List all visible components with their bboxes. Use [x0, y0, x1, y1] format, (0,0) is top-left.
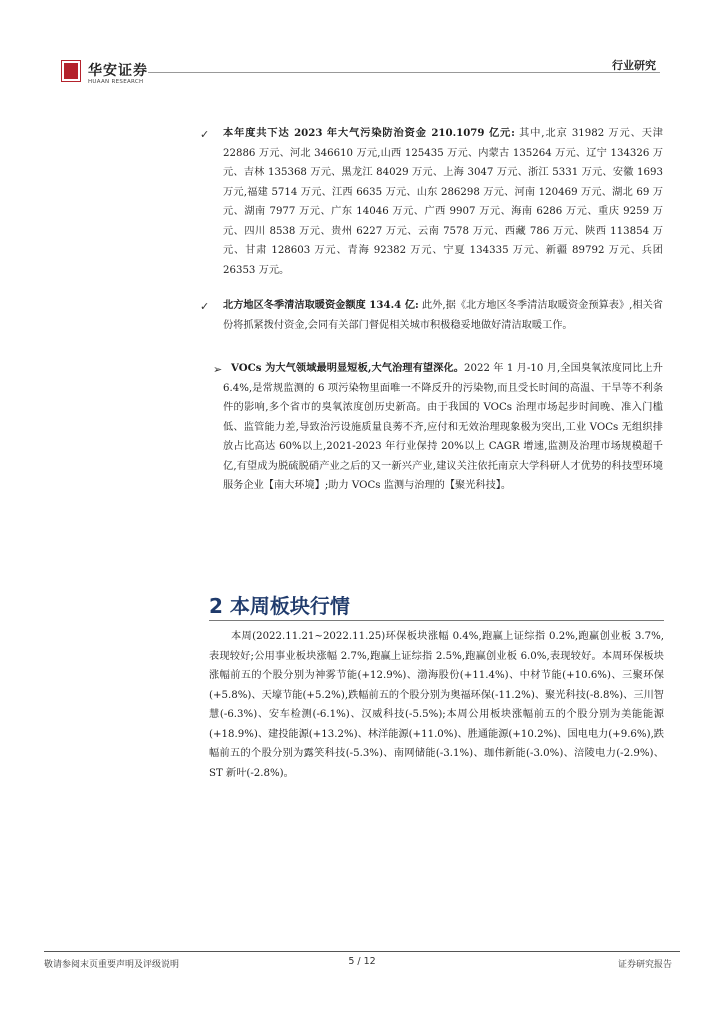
footer-report-type: 证券研究报告: [618, 960, 673, 970]
logo-subtext: HUAAN RESEARCH: [88, 79, 144, 85]
bullet-paragraph-funds: [223, 124, 663, 280]
vocs-paragraph: [223, 359, 663, 496]
checkmark-icon: ✓: [200, 128, 210, 141]
sector-performance-paragraph: 本周(2022.11.21~2022.11.25)环保板块涨幅 0.4%,跑赢上证综指 0.2%,跑赢创业板 3.7%,表现较好;公用事业板块涨幅 2.7%,跑赢上证综指 2.5%,跑赢创业板 6.0%,表现较好。本周环保板块涨幅前五的个股分别为神雾节能(+12.9%)、渤海股份(+11.4%)、中材节能(+10.6%)、三聚环保(+5.8%)、天壕节能(+5.2%),跌幅前五的个股分别为奥福环保(-11.2%)、聚光科技(-8.8%)、三川智慧(-6.3%)、安车检测(-6.1%)、汉威科技(-5.5%);本周公用板块涨幅前五的个股分别为美能能源(+18.9%)、建投能源(+13.2%)、林洋能源(+11.0%)、胜通能源(+10.2%)、国电电力(+9.6%),跌幅前五的个股分别为露笑科技(-5.3%)、南网储能(-3.1%)、珈伟新能(-3.0%)、涪陵电力(-2.9%)、ST 新叶(-2.8%)。: [209, 631, 664, 779]
bullet-text: 其中,北京 31982 万元、天津 22886 万元、河北 346610 万元,山西 125435 万元、内蒙古 135264 万元、辽宁 134326 万元、吉林 135368 万元、黑龙江 84029 万元、上海 3047 万元、浙江 5331 万元、安徽 1693 万元,福建 5714 万元、江西 6635 万元、山东 286298 万元、河南 120469 万元、湖北 69 万元、湖南 7977 万元、广东 14046 万元、广西 9907 万元、海南 6286 万元、重庆 9259 万元、四川 8538 万元、贵州 6227 万元、云南 7578 万元、西藏 786 万元、陕西 113854 万元、甘肃 128603 万元、青海 92382 万元、宁夏 134335 万元、新疆 89792 万元、兵团 26353 万元。: [223, 128, 663, 276]
arrow-icon: ➢: [213, 363, 223, 376]
section-label: 行业研究: [612, 59, 656, 72]
logo-mark: [61, 60, 81, 82]
bullet-lead: 北方地区冬季清洁取暖资金额度 134.4 亿:: [223, 299, 419, 311]
checkmark-icon: ✓: [200, 300, 210, 313]
bullet-text: 此外,据《北方地区冬季清洁取暖资金预算表》,相关省份将抓紧拨付资金,会同有关部门督促相关城市积极稳妥地做好清洁取暖工作。: [223, 300, 663, 331]
section-divider: [209, 620, 664, 621]
footer-disclaimer: 敬请参阅末页重要声明及评级说明: [44, 960, 180, 970]
bullet-paragraph-heating: [223, 296, 663, 335]
page-number: 5 / 12: [348, 956, 376, 967]
vocs-lead: VOCs 为大气领域最明显短板,大气治理有望深化。: [231, 362, 464, 374]
section-title: 2 本周板块行情: [209, 594, 350, 618]
vocs-text: 2022 年 1 月-10 月,全国臭氧浓度同比上升 6.4%,是常规监测的 6 项污染物里面唯一不降反升的污染物,而且受长时间的高温、干旱等不利条件的影响,多个省市的臭氧浓度创历史新高。由于我国的 VOCs 治理市场起步时间晚、准入门槛低、监管能力差,导致治污设施质量良莠不齐,应付和无效治理现象极为突出,工业 VOCs 无组织排放占比高达 60%以上,2021-2023 年行业保持 20%以上 CAGR 增速,监测及治理市场规模超千亿,有望成为脱硫脱硝产业之后的又一新兴产业,建议关注依托南京大学科研人才优势的科技型环境服务企业【南大环境】;助力 VOCs 监测与治理的【聚光科技】。: [223, 363, 663, 491]
footer-divider: [44, 951, 680, 952]
header-divider: [148, 72, 660, 73]
bullet-lead: 本年度共下达 2023 年大气污染防治资金 210.1079 亿元:: [223, 127, 515, 139]
logo-text: 华安证券: [88, 63, 148, 79]
